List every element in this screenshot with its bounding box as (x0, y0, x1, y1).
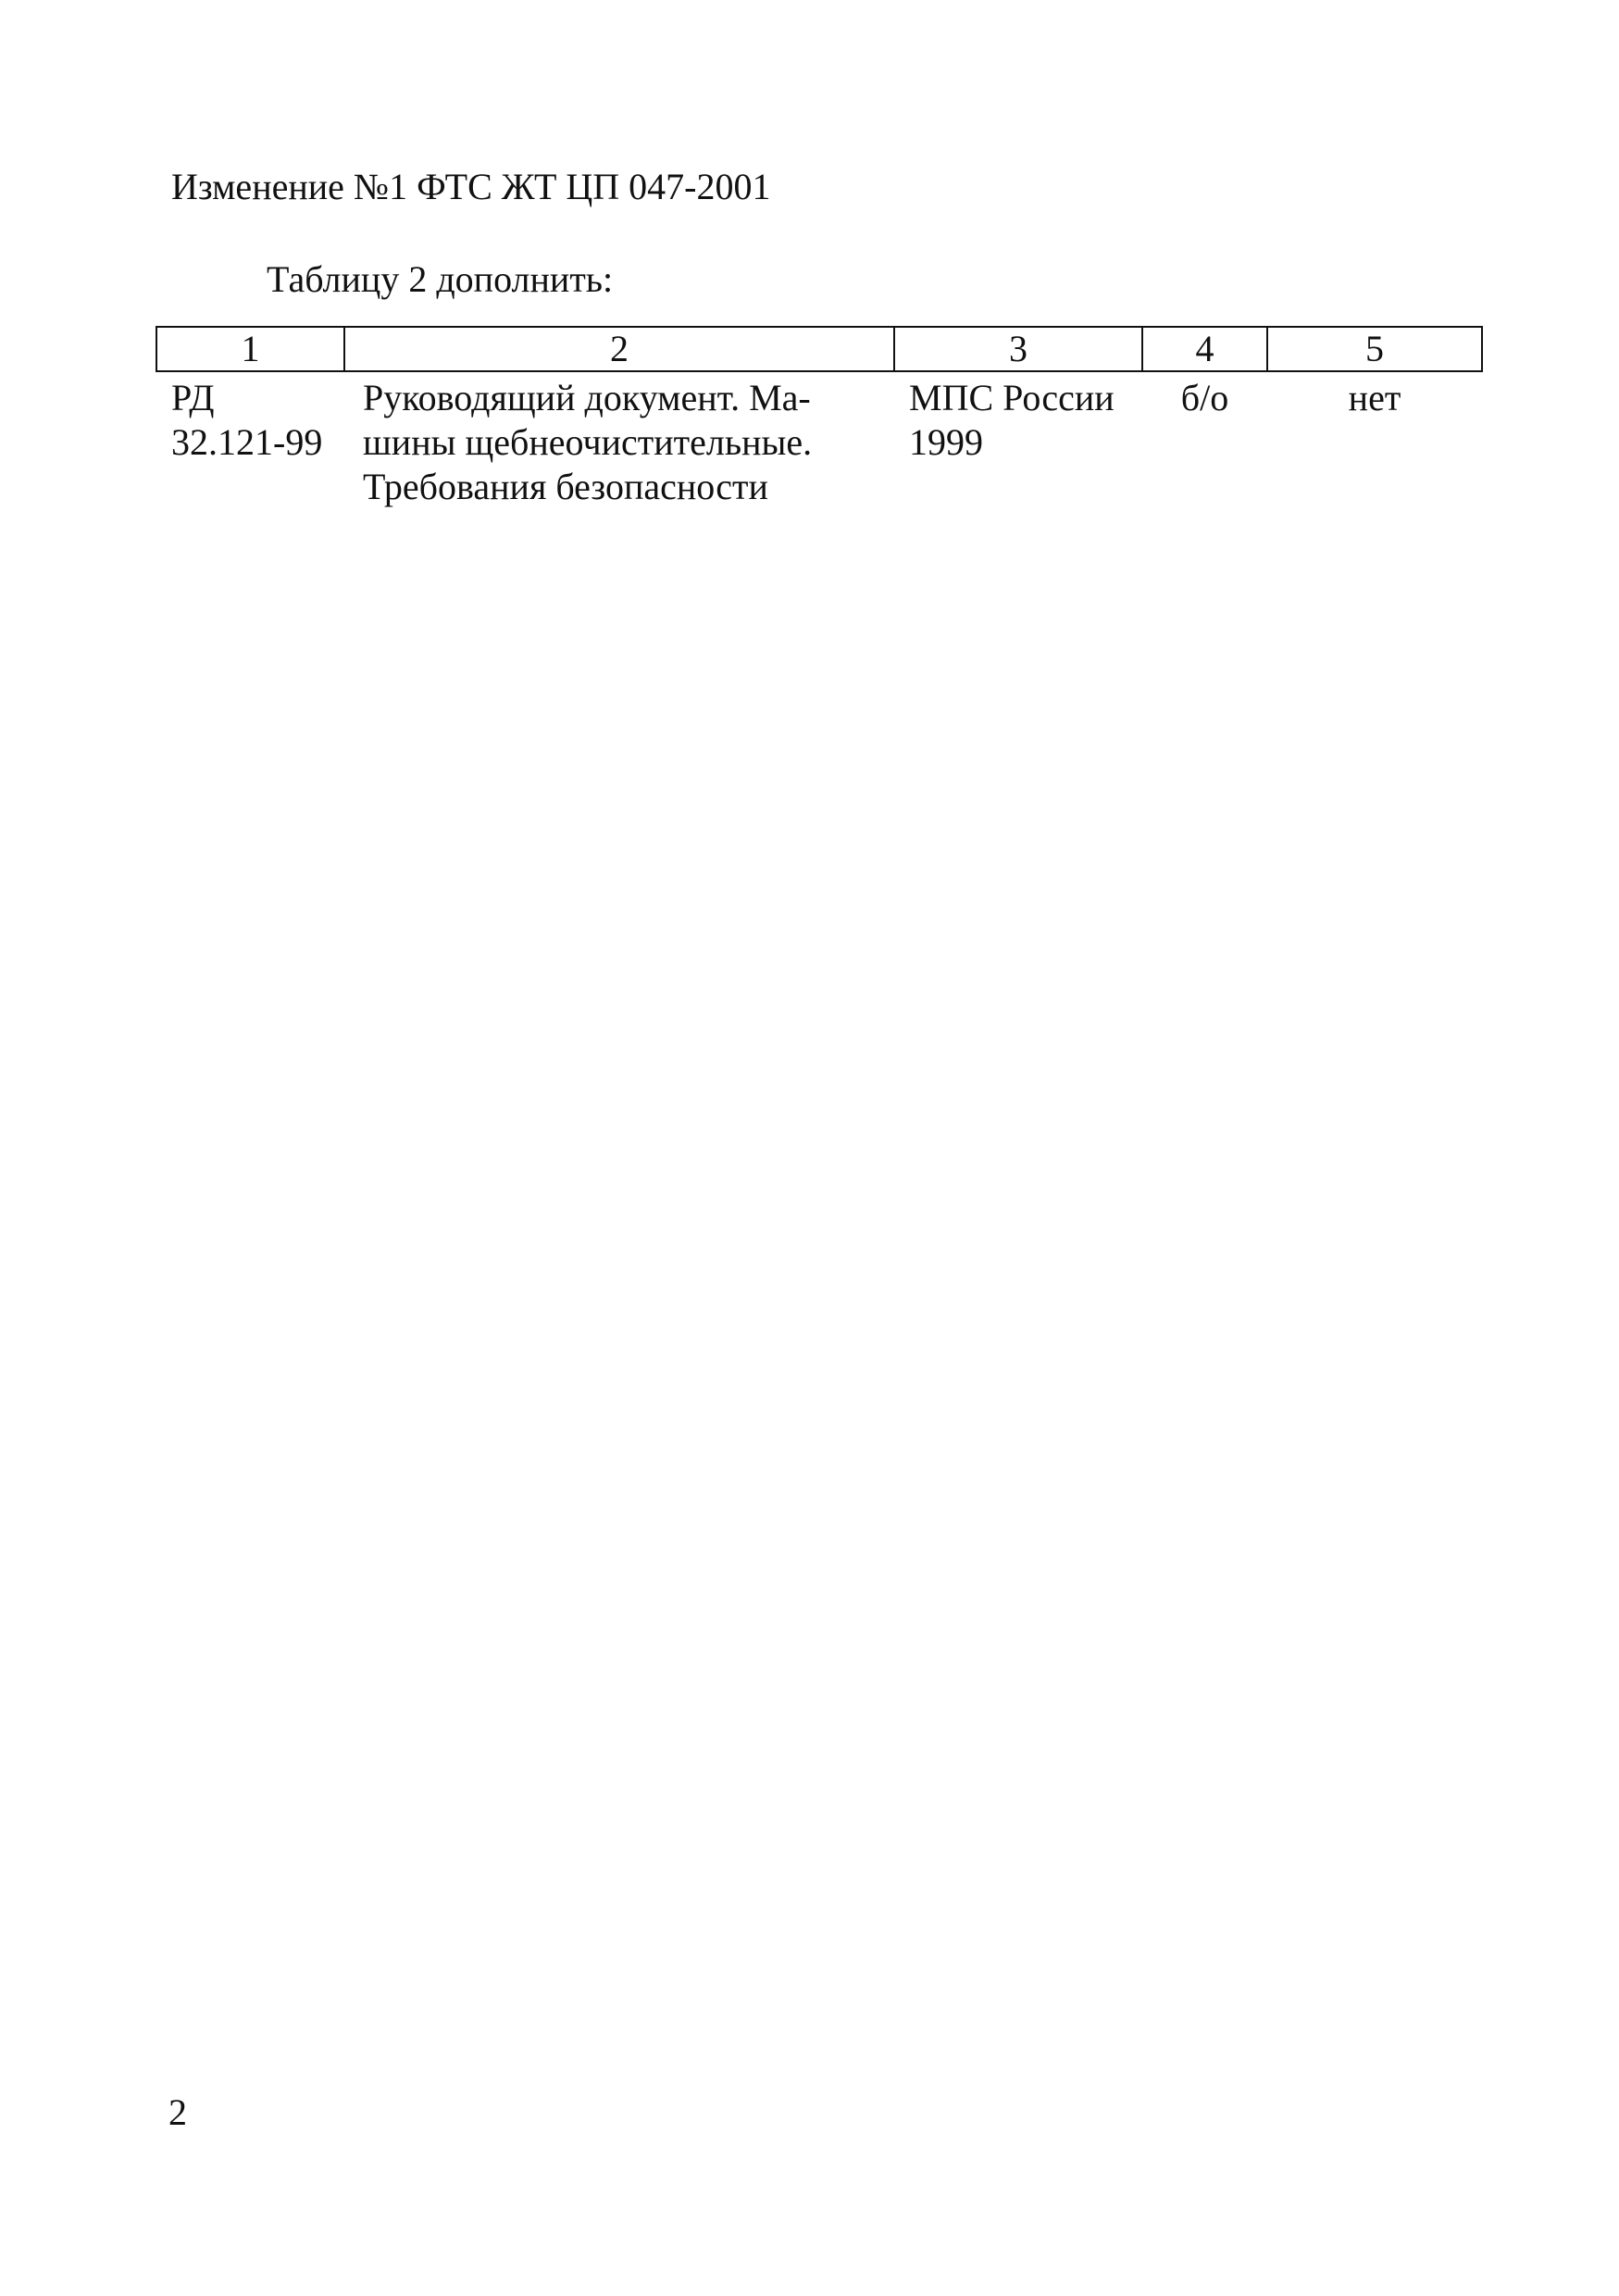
cell-document-code (156, 371, 344, 509)
document-title-line-1: Руководящий документ. Ма- (363, 377, 811, 418)
publisher-year: 1999 (909, 421, 983, 463)
document-title-line-3: Требования безопасности (363, 466, 768, 507)
cell-publisher (894, 371, 1142, 509)
column-header-1: 1 (156, 327, 344, 371)
publisher-name: МПС России (909, 377, 1115, 418)
document-code-number: 32.121-99 (171, 421, 323, 463)
column-header-3: 3 (894, 327, 1142, 371)
amendment-table (156, 326, 1483, 509)
cell-column-4: б/о (1180, 377, 1229, 418)
document-title: Изменение №1 ФТС ЖТ ЦП 047-2001 (171, 166, 771, 207)
column-header-2: 2 (344, 327, 894, 371)
column-header-5: 5 (1267, 327, 1482, 371)
cell-column-5: нет (1348, 377, 1401, 418)
table-row (156, 371, 1482, 509)
document-code-prefix: РД (171, 377, 215, 418)
document-title-line-2: шины щебнеочистительные. (363, 421, 813, 463)
column-header-4: 4 (1142, 327, 1267, 371)
table-header-row (156, 327, 1482, 371)
page-number: 2 (168, 2091, 187, 2133)
table-intro-text: Таблицу 2 дополнить: (267, 258, 614, 300)
cell-document-title (344, 371, 894, 509)
